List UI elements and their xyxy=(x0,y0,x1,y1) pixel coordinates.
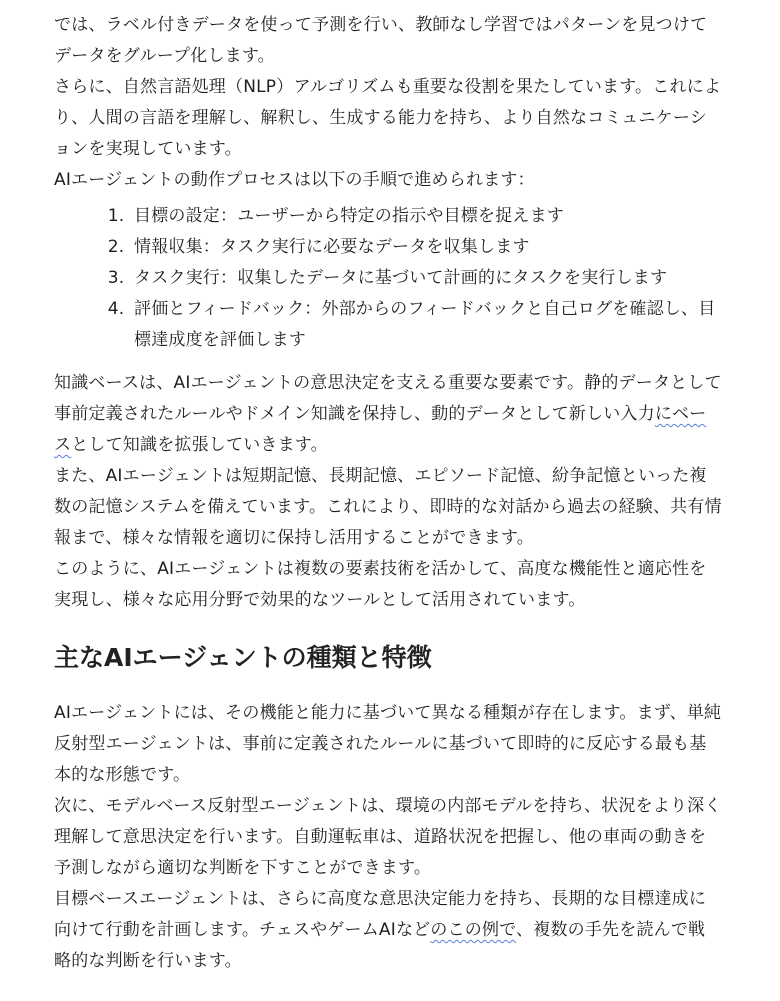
intro-paragraph-2: さらに、自然言語処理（NLP）アルゴリズムも重要な役割を果たしています。これにより、人間の言語を理解し、解釈し、生成する能力を持ち、より自然なコミュニケーションを実現しています。 xyxy=(54,77,722,159)
knowledge-paragraph-1 xyxy=(54,368,722,461)
text-run: として知識を拡張していきます。 xyxy=(71,435,328,455)
section-heading: 主なAIエージェントの種類と特徴 xyxy=(54,643,432,672)
list-item: 1. 目標の設定：ユーザーから特定の指示や目標を捉えます xyxy=(130,201,722,232)
knowledge-paragraph-2: また、AIエージェントは短期記憶、長期記憶、エピソード記憶、紛争記憶といった複数の記憶システムを備えています。これにより、即時的な対話から過去の経験、共有情報まで、様々な情報を適切に保持し活用することができます。 xyxy=(54,466,722,548)
document-body xyxy=(54,10,722,977)
section-paragraph-2: 次に、モデルベース反射型エージェントは、環境の内部モデルを持ち、状況をより深く理解して意思決定を行います。自動運転車は、道路状況を把握し、他の車両の動きを予測しながら適切な判断を下すことができます。 xyxy=(54,796,722,878)
process-steps-list xyxy=(54,201,722,356)
section-paragraph-1: AIエージェントには、その機能と能力に基づいて異なる種類が存在します。まず、単純反射型エージェントは、事前に定義されたルールに基づいて即時的に反応する最も基本的な形態です。 xyxy=(54,703,722,785)
text-run: 目標ベースエージェントは、さらに高度な意思決定能力を持ち、長期的な目標達成に向けて行動を計画します。チェスやゲームAIなど xyxy=(54,889,707,940)
list-item: 4. 評価とフィードバック：外部からのフィードバックと自己ログを確認し、目標達成度を評価します xyxy=(130,294,722,356)
text-run: 、複数の手先を読んで戦略的な判断を行います。 xyxy=(54,920,706,971)
spellcheck-flagged-text[interactable]: にベース xyxy=(54,404,707,455)
text-run: 知識ベースは、AIエージェントの意思決定を支える重要な要素です。静的データとして事前定義されたルールやドメイン知識を保持し、動的データとして新しい入力 xyxy=(54,373,722,424)
list-item: 3. タスク実行：収集したデータに基づいて計画的にタスクを実行します xyxy=(130,263,722,294)
knowledge-paragraph-3: このように、AIエージェントは複数の要素技術を活かして、高度な機能性と適応性を実現し、様々な応用分野で効果的なツールとして活用されています。 xyxy=(54,559,707,610)
intro-paragraph-1: では、ラベル付きデータを使って予測を行い、教師なし学習ではパターンを見つけてデータをグループ化します。 xyxy=(54,15,708,66)
section-paragraph-3 xyxy=(54,884,722,977)
intro-paragraph-3: AIエージェントの動作プロセスは以下の手順で進められます： xyxy=(54,170,535,190)
list-item: 2. 情報収集：タスク実行に必要なデータを収集します xyxy=(130,232,722,263)
spellcheck-flagged-text[interactable]: のこの例で xyxy=(430,920,517,940)
